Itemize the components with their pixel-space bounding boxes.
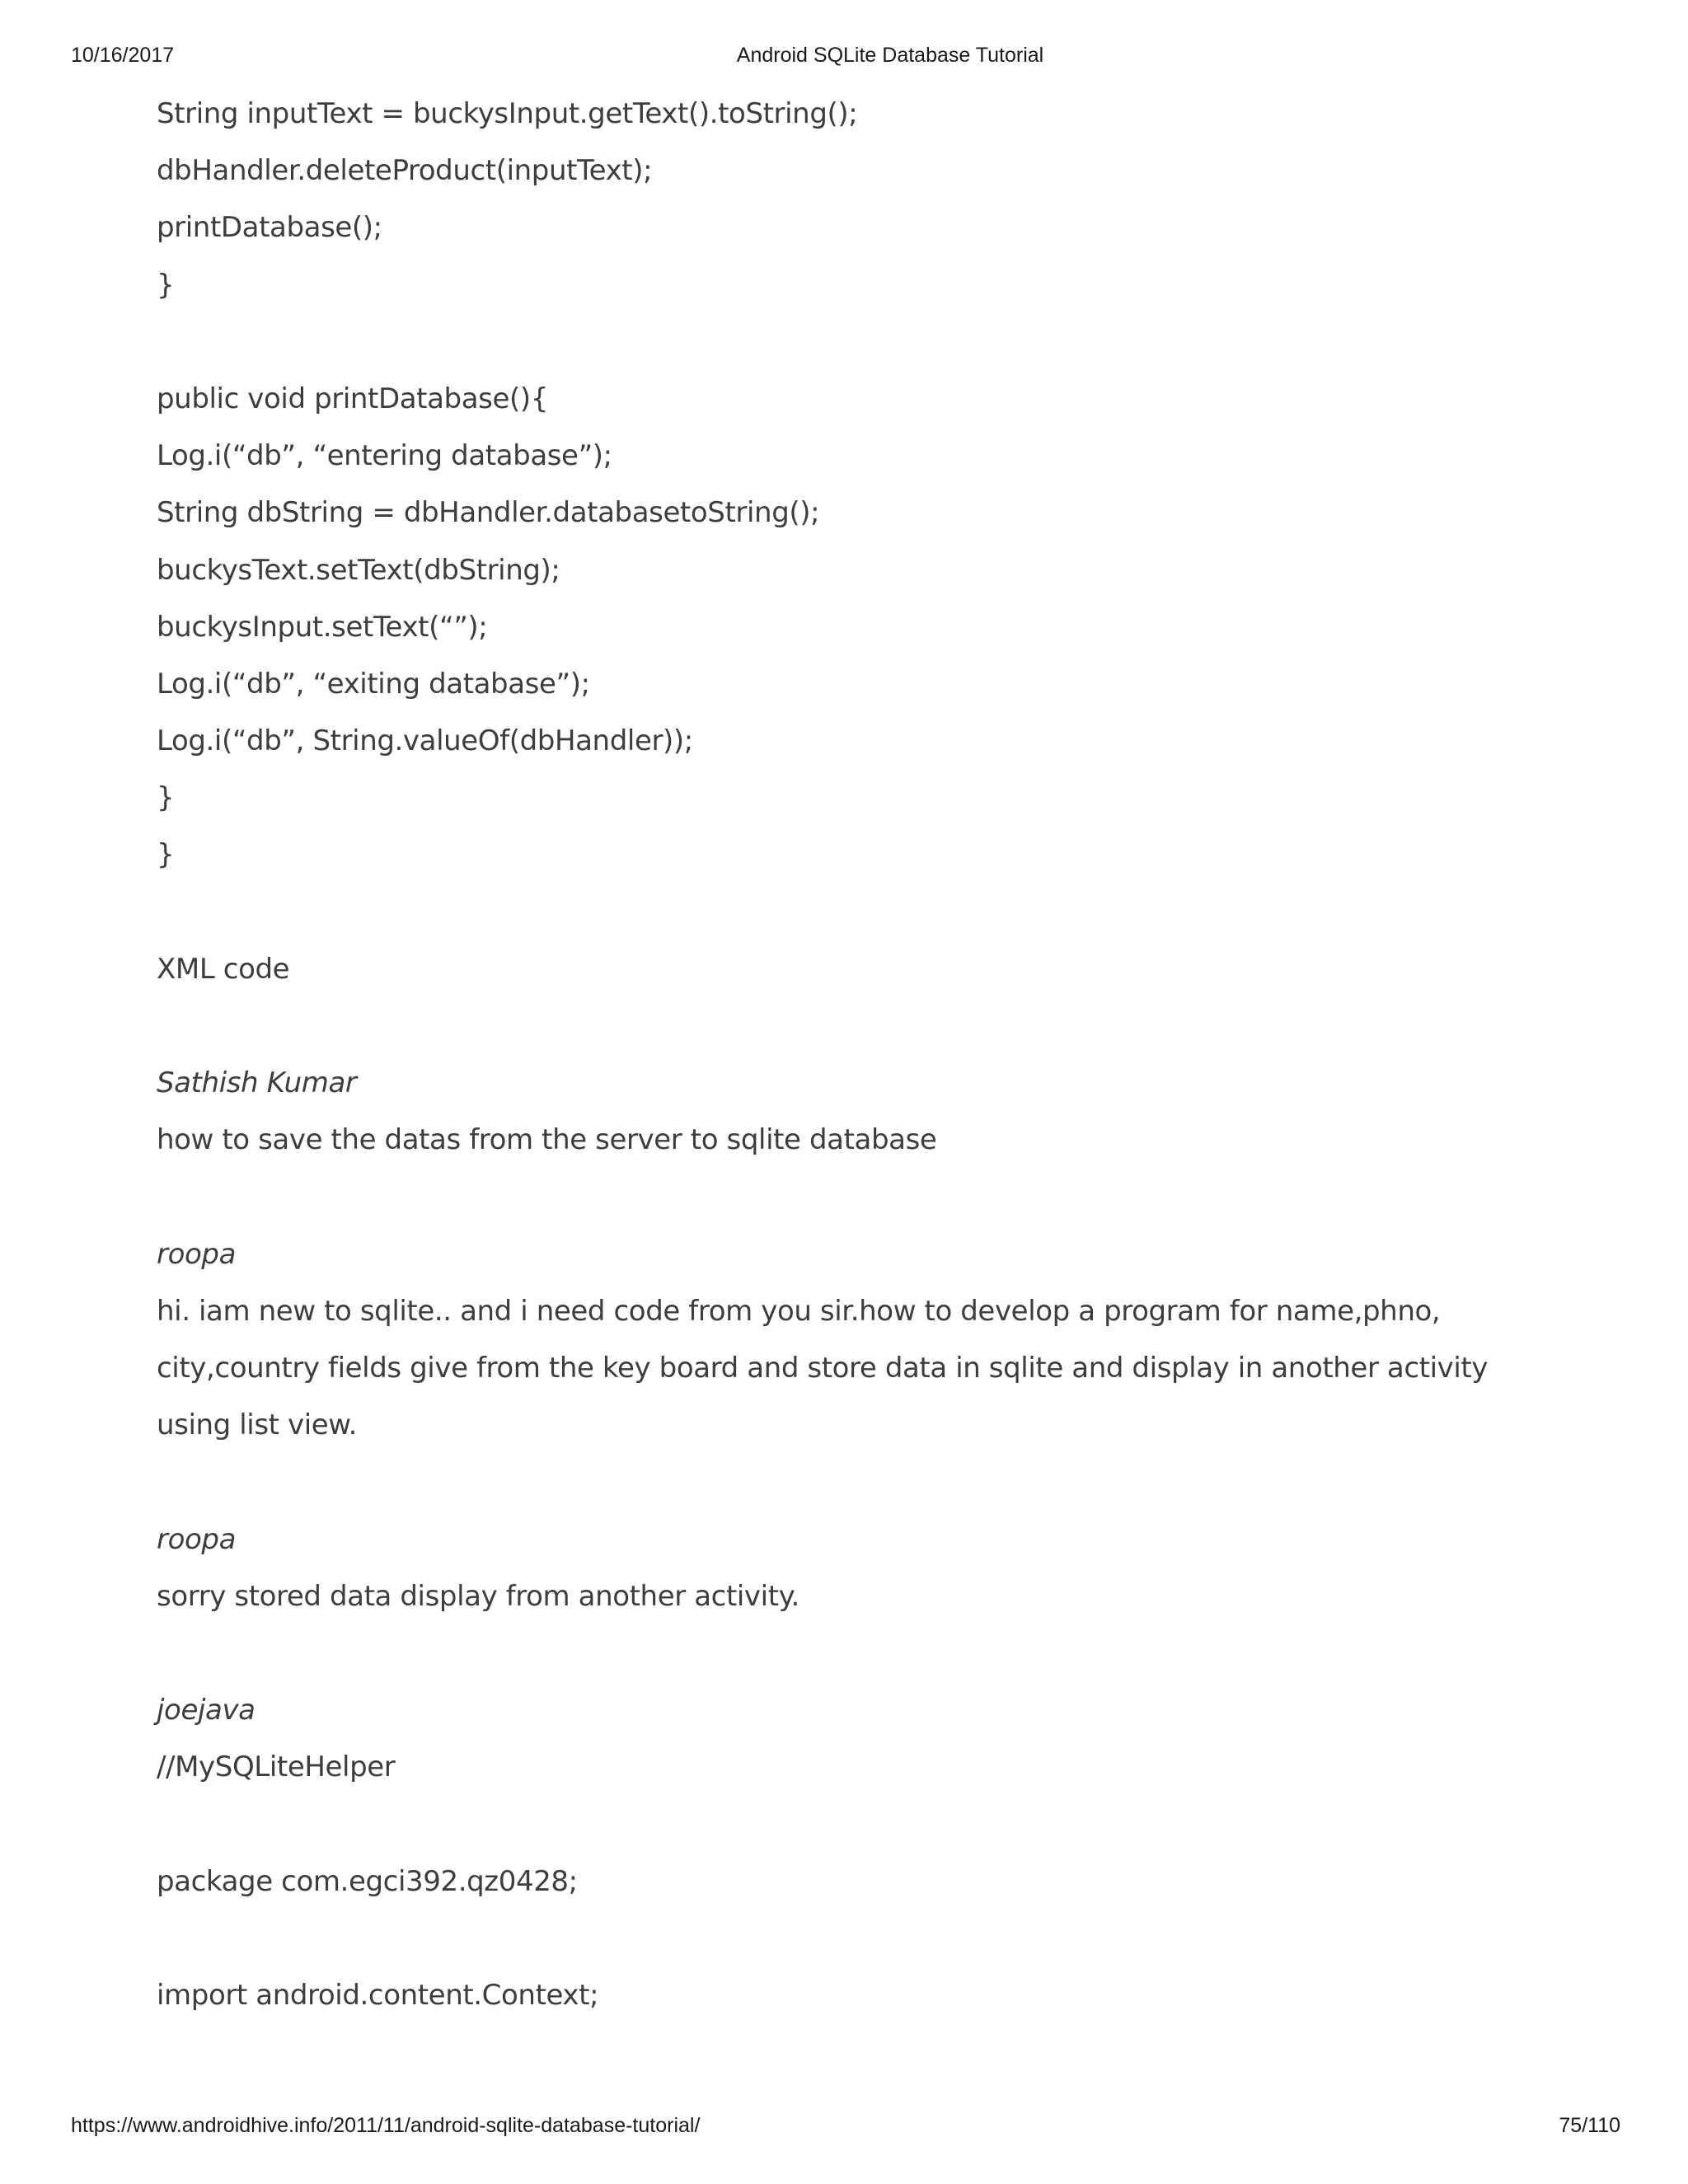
text-line: package com.egci392.qz0428; xyxy=(157,1864,578,1898)
text-line: buckysInput.setText(“”); xyxy=(157,610,488,644)
text-line: printDatabase(); xyxy=(157,211,382,245)
text-line: using list view. xyxy=(157,1408,357,1442)
text-line: hi. iam new to sqlite.. and i need code from you sir.how to develop a program for name,phno, xyxy=(157,1294,1441,1328)
blank-line xyxy=(157,998,1574,1055)
text-line: String dbString = dbHandler.databasetoString(); xyxy=(157,496,820,530)
text-line: import android.content.Context; xyxy=(157,1979,599,2013)
text-line: city,country fields give from the key board and store data in sqlite and display in another activity xyxy=(157,1352,1489,1385)
text-line: buckysText.setText(dbString); xyxy=(157,553,560,587)
comment-author: joejava xyxy=(157,1694,256,1727)
text-line: Log.i(“db”, “entering database”); xyxy=(157,439,612,473)
document-body xyxy=(157,86,1574,2024)
text-line: public void printDatabase(){ xyxy=(157,382,548,415)
blank-line xyxy=(157,314,1574,371)
print-date: 10/16/2017 xyxy=(71,44,175,67)
text-line: Log.i(“db”, String.valueOf(dbHandler)); xyxy=(157,724,693,758)
comment-author: roopa xyxy=(157,1522,236,1556)
text-line: String inputText = buckysInput.getText().toString(); xyxy=(157,97,858,130)
comment-author: roopa xyxy=(157,1237,236,1271)
text-line: sorry stored data display from another activity. xyxy=(157,1579,799,1613)
blank-line xyxy=(157,1625,1574,1682)
page-title: Android SQLite Database Tutorial xyxy=(736,44,1044,67)
blank-line xyxy=(157,1169,1574,1226)
blank-line xyxy=(157,1455,1574,1511)
text-line: } xyxy=(157,781,175,815)
blank-line xyxy=(157,884,1574,941)
page-url: https://www.androidhive.info/2011/11/android-sqlite-database-tutorial/ xyxy=(71,2114,701,2137)
text-line: dbHandler.deleteProduct(inputText); xyxy=(157,154,653,188)
text-line: //MySQLiteHelper xyxy=(157,1750,396,1784)
text-line: } xyxy=(157,838,175,872)
text-line: Log.i(“db”, “exiting database”); xyxy=(157,667,590,701)
blank-line xyxy=(157,1797,1574,1854)
text-line: how to save the datas from the server to sqlite database xyxy=(157,1123,937,1157)
text-line: } xyxy=(157,268,175,302)
blank-line xyxy=(157,1910,1574,1967)
page-number: 75/110 xyxy=(1559,2114,1620,2137)
comment-author: Sathish Kumar xyxy=(157,1066,357,1100)
text-line: XML code xyxy=(157,952,290,986)
